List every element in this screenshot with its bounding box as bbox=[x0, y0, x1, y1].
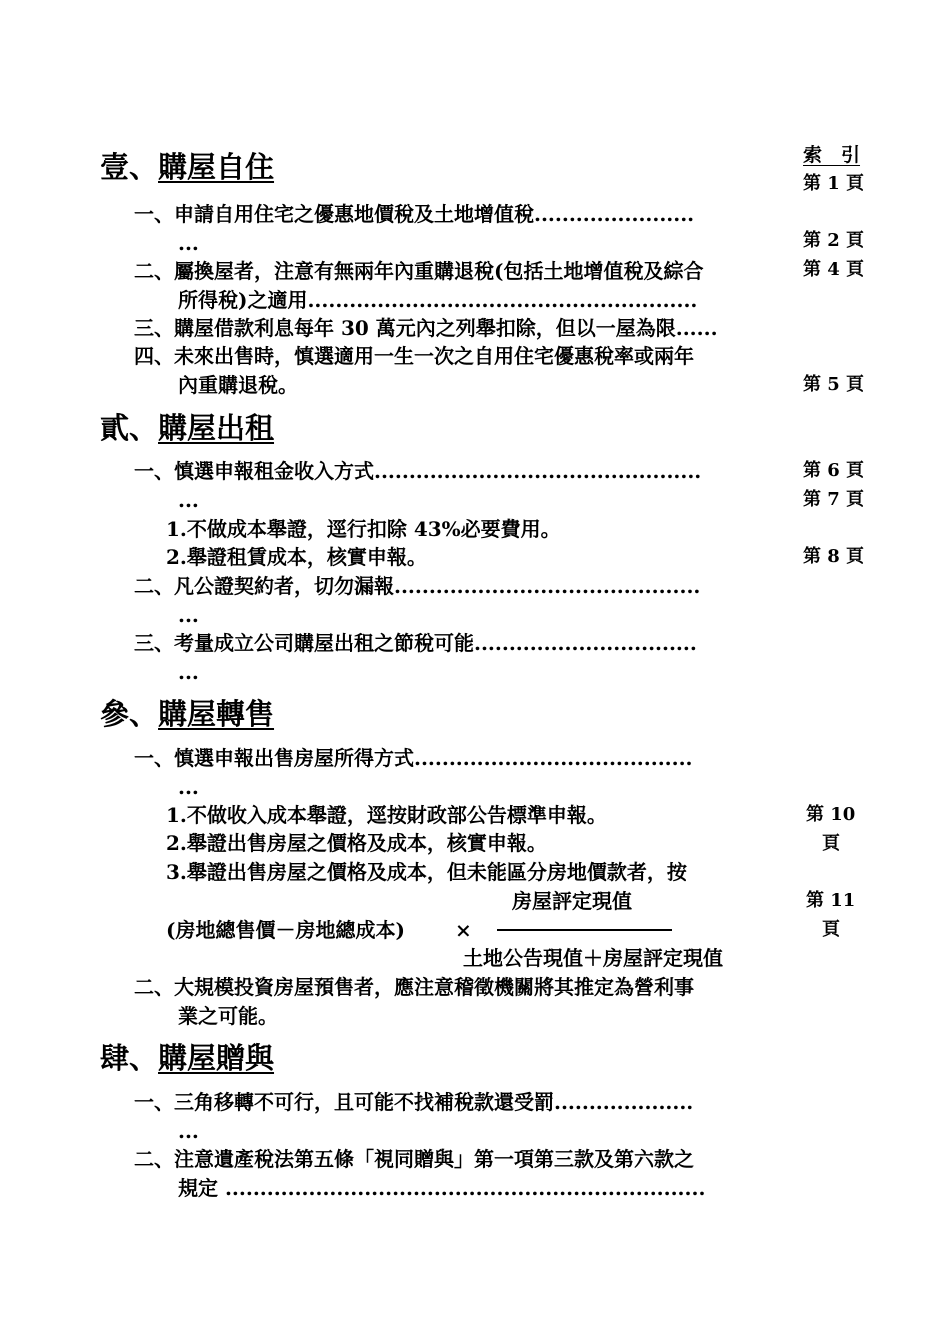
formula-left-term: (房地總售價－房地總成本) bbox=[166, 918, 405, 942]
toc-item-cont: 業之可能。 bbox=[178, 1004, 278, 1028]
toc-item-cont: ... bbox=[178, 775, 199, 799]
page-ref: 第 2 頁 bbox=[803, 230, 865, 251]
toc-subitem: 1.不做成本舉證，逕行扣除 43%必要費用。 bbox=[166, 517, 561, 541]
formula-denominator: 土地公告現值＋房屋評定現值 bbox=[463, 946, 723, 970]
page-ref: 頁 bbox=[822, 833, 840, 854]
page-ref: 第 5 頁 bbox=[803, 374, 865, 395]
toc-item: 三、考量成立公司購屋出租之節稅可能................................ bbox=[134, 631, 697, 655]
toc-subitem: 2.舉證出售房屋之價格及成本，核實申報。 bbox=[166, 831, 547, 855]
toc-item-cont: 所得稅)之適用........................................................ bbox=[178, 288, 698, 312]
toc-item: 一、三角移轉不可行，且可能不找補稅款還受罰.................... bbox=[134, 1090, 694, 1114]
page-ref: 第 8 頁 bbox=[803, 546, 865, 567]
formula-times: × bbox=[455, 918, 472, 942]
page-ref: 第 4 頁 bbox=[803, 259, 865, 280]
section-2-heading bbox=[100, 411, 275, 445]
toc-item-cont: 規定 ..................................................................... bbox=[178, 1176, 706, 1200]
section-2-numeral: 貳、 bbox=[100, 411, 159, 445]
section-4-heading bbox=[100, 1041, 275, 1075]
formula-numerator: 房屋評定現值 bbox=[512, 889, 632, 913]
page-ref: 第 11 bbox=[806, 890, 856, 911]
toc-subitem: 3.舉證出售房屋之價格及成本，但未能區分房地價款者，按 bbox=[166, 860, 687, 884]
page-ref: 第 10 bbox=[806, 804, 856, 825]
section-1-title: 購屋自住 bbox=[158, 150, 275, 184]
toc-item: 三、購屋借款利息每年 30 萬元內之列舉扣除，但以一屋為限...... bbox=[134, 316, 718, 340]
section-2-title: 購屋出租 bbox=[158, 411, 275, 445]
toc-item: 四、未來出售時，慎選適用一生一次之自用住宅優惠稅率或兩年 bbox=[134, 344, 694, 368]
index-header: 索 引 bbox=[803, 144, 861, 166]
toc-item: 二、大規模投資房屋預售者，應注意稽徵機關將其推定為營利事 bbox=[134, 975, 694, 999]
section-1-heading bbox=[100, 150, 275, 184]
toc-subitem: 1.不做收入成本舉證，逕按財政部公告標準申報。 bbox=[166, 803, 607, 827]
section-4-numeral: 肆、 bbox=[100, 1041, 159, 1075]
page-ref: 第 6 頁 bbox=[803, 460, 865, 481]
toc-item: 二、屬換屋者，注意有無兩年內重購退稅(包括土地增值稅及綜合 bbox=[134, 259, 704, 283]
section-3-numeral: 參、 bbox=[100, 697, 159, 731]
toc-item: 一、申請自用住宅之優惠地價稅及土地增值稅....................... bbox=[134, 202, 695, 226]
toc-item: 一、慎選申報出售房屋所得方式........................................ bbox=[134, 746, 693, 770]
toc-item-cont: 內重購退稅。 bbox=[178, 373, 298, 397]
page-ref: 頁 bbox=[822, 919, 840, 940]
fraction-line bbox=[497, 929, 672, 931]
toc-item-cont: ... bbox=[178, 1119, 199, 1143]
toc-subitem: 2.舉證租賃成本，核實申報。 bbox=[166, 545, 427, 569]
toc-item: 二、注意遺產稅法第五條「視同贈與」第一項第三款及第六款之 bbox=[134, 1147, 694, 1171]
toc-item-cont: ... bbox=[178, 231, 199, 255]
toc-item-cont: ... bbox=[178, 488, 199, 512]
toc-item: 二、凡公證契約者，切勿漏報............................................ bbox=[134, 574, 701, 598]
toc-item-cont: ... bbox=[178, 603, 199, 627]
section-3-title: 購屋轉售 bbox=[158, 697, 275, 731]
toc-item-cont: ... bbox=[178, 660, 199, 684]
section-4-title: 購屋贈與 bbox=[158, 1041, 275, 1075]
page-ref: 第 7 頁 bbox=[803, 489, 865, 510]
section-1-numeral: 壹、 bbox=[100, 150, 159, 184]
section-3-heading bbox=[100, 697, 275, 731]
toc-item: 一、慎選申報租金收入方式............................................... bbox=[134, 459, 702, 483]
page-ref: 第 1 頁 bbox=[803, 173, 865, 194]
